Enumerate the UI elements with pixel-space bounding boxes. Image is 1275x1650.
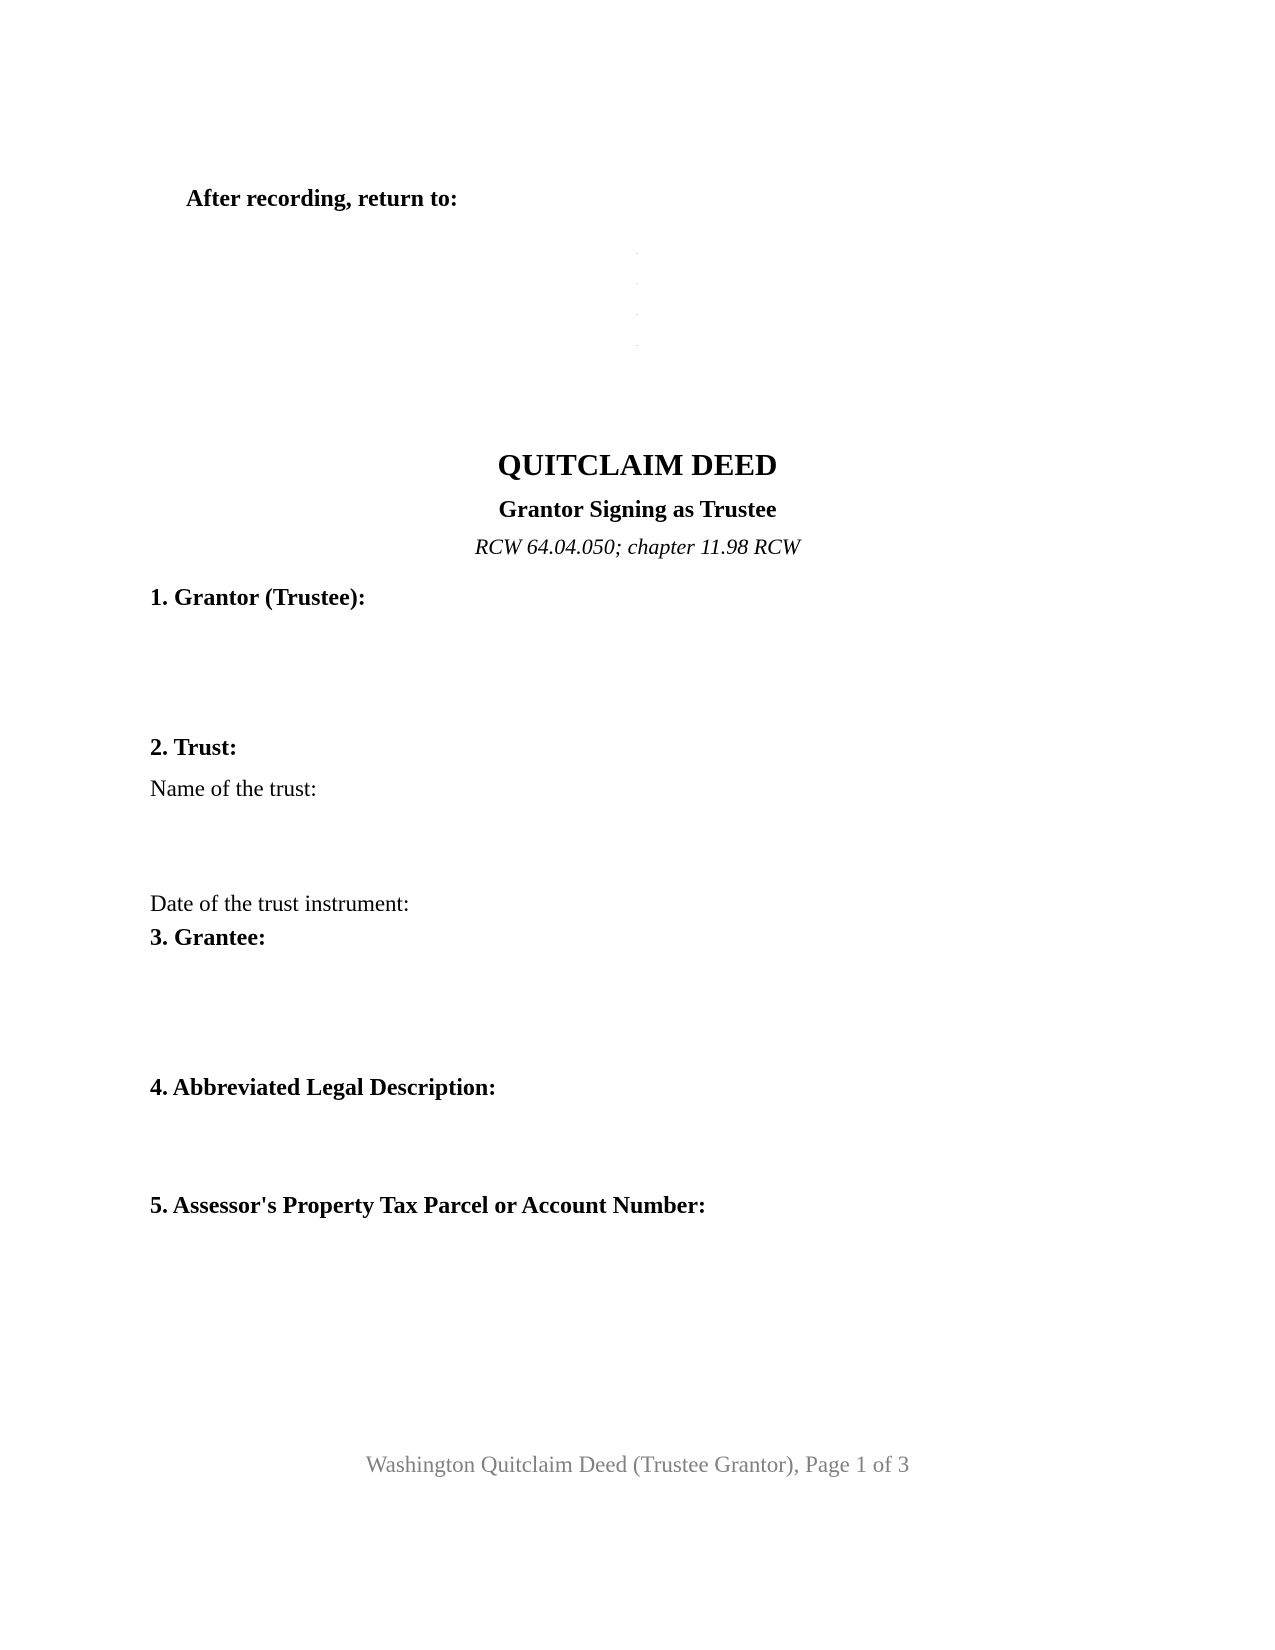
return-address-line-mark (636, 345, 638, 346)
return-to-label: After recording, return to: (186, 186, 458, 212)
trust-heading: 2. Trust: (150, 735, 238, 761)
legal-description-heading: 4. Abbreviated Legal Description: (150, 1075, 497, 1101)
grantor-heading: 1. Grantor (Trustee): (150, 585, 366, 611)
document-subtitle: Grantor Signing as Trustee (498, 497, 777, 523)
parcel-number-heading: 5. Assessor's Property Tax Parcel or Account Number: (150, 1193, 706, 1219)
return-address-line-mark (636, 253, 638, 254)
page-footer: Washington Quitclaim Deed (Trustee Grantor), Page 1 of 3 (365, 1452, 910, 1477)
statute-reference: RCW 64.04.050; chapter 11.98 RCW (474, 534, 801, 559)
grantee-heading: 3. Grantee: (150, 925, 266, 951)
trust-name-label: Name of the trust: (150, 776, 317, 801)
return-address-line-mark (636, 283, 638, 284)
trust-date-label: Date of the trust instrument: (150, 891, 410, 916)
document-title: QUITCLAIM DEED (497, 447, 778, 482)
return-address-line-mark (636, 314, 638, 315)
